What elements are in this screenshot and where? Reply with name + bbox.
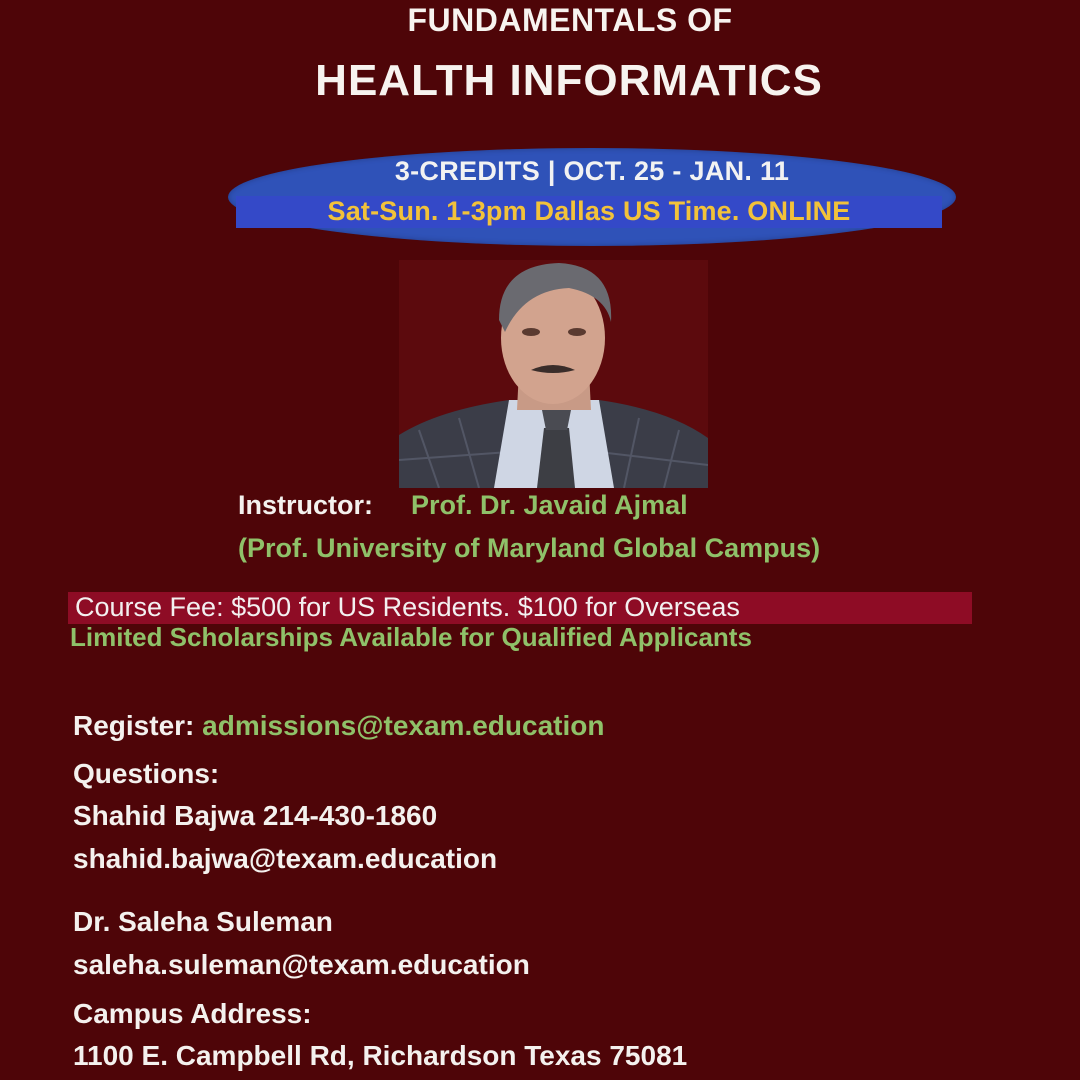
instructor-label: Instructor: [238, 490, 373, 520]
instructor-portrait-icon [399, 260, 708, 488]
title-line-1: FUNDAMENTALS OF [407, 2, 733, 38]
questions-label: Questions: [73, 758, 220, 789]
address-label: Campus Address: [73, 998, 312, 1029]
register-line [73, 710, 604, 742]
contact2-name: Dr. Saleha Suleman [73, 906, 333, 937]
contact1-name-phone[interactable]: Shahid Bajwa 214-430-1860 [73, 800, 438, 831]
session-times: Sat-Sun. 1-3pm Dallas US Time. ONLINE [327, 196, 851, 226]
course-fee: Course Fee: $500 for US Residents. $100 for Overseas [75, 592, 740, 622]
instructor-photo [399, 260, 708, 488]
register-email-link[interactable]: admissions@texam.education [202, 710, 605, 741]
instructor-name: Prof. Dr. Javaid Ajmal [411, 490, 688, 520]
scholarship-note: Limited Scholarships Available for Qualified Applicants [70, 622, 752, 652]
credits-dates: 3-CREDITS | OCT. 25 - JAN. 11 [394, 156, 790, 186]
page-title: HEALTH INFORMATICS [315, 56, 823, 105]
instructor-line [238, 490, 688, 521]
campus-address: 1100 E. Campbell Rd, Richardson Texas 75081 [73, 1040, 688, 1071]
instructor-affiliation: (Prof. University of Maryland Global Campus) [238, 533, 821, 563]
contact1-email-link[interactable]: shahid.bajwa@texam.education [73, 843, 498, 874]
contact2-email-link[interactable]: saleha.suleman@texam.education [73, 949, 530, 980]
register-label: Register: [73, 710, 195, 741]
